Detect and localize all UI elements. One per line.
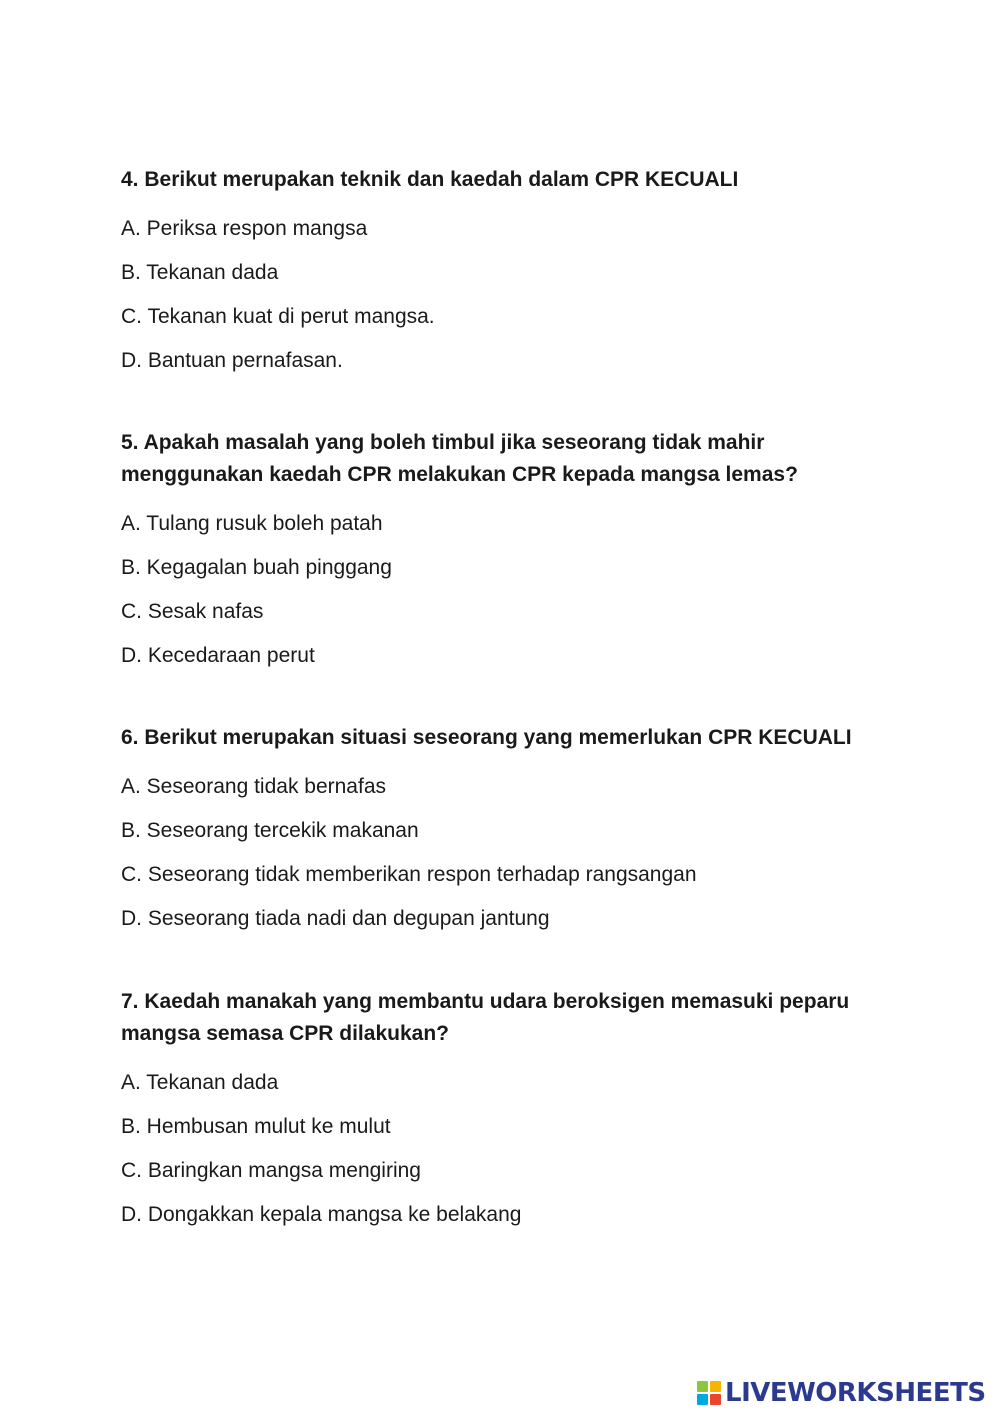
- question-text: 4. Berikut merupakan teknik dan kaedah dalam CPR KECUALI: [121, 168, 739, 191]
- logo-tile: [710, 1381, 721, 1392]
- brand-name: LIVEWORKSHEETS: [725, 1378, 986, 1408]
- question-text: 6. Berikut merupakan situasi seseorang yang memerlukan CPR KECUALI: [121, 726, 852, 749]
- option-list: [121, 765, 881, 941]
- liveworksheets-logo-icon: [697, 1381, 721, 1405]
- option-list: [121, 207, 881, 383]
- question-6: [121, 722, 881, 941]
- option-b: B. Tekanan dada: [121, 261, 279, 284]
- logo-tile: [697, 1381, 708, 1392]
- option-a: A. Seseorang tidak bernafas: [121, 775, 387, 798]
- option-c: C. Baringkan mangsa mengiring: [121, 1159, 421, 1182]
- question-text: 5. Apakah masalah yang boleh timbul jika seseorang tidak mahir menggunakan kaedah CPR melakukan CPR kepada mangsa lemas?: [121, 431, 798, 486]
- option-d: D. Seseorang tiada nadi dan degupan jantung: [121, 907, 550, 930]
- question-4: [121, 164, 881, 383]
- option-d: D. Kecedaraan perut: [121, 644, 315, 667]
- option-list: [121, 1061, 881, 1237]
- option-d: D. Bantuan pernafasan.: [121, 349, 343, 372]
- option-c: C. Sesak nafas: [121, 600, 264, 623]
- option-b: B. Kegagalan buah pinggang: [121, 556, 392, 579]
- liveworksheets-brand: [697, 1377, 986, 1409]
- option-c: C. Seseorang tidak memberikan respon terhadap rangsangan: [121, 863, 697, 886]
- question-5: [121, 427, 881, 678]
- logo-tile: [710, 1394, 721, 1405]
- question-text: 7. Kaedah manakah yang membantu udara beroksigen memasuki peparu mangsa semasa CPR dilakukan?: [121, 990, 850, 1045]
- option-list: [121, 502, 881, 678]
- option-a: A. Tekanan dada: [121, 1071, 279, 1094]
- option-d: D. Dongakkan kepala mangsa ke belakang: [121, 1203, 522, 1226]
- option-c: C. Tekanan kuat di perut mangsa.: [121, 305, 435, 328]
- option-b: B. Seseorang tercekik makanan: [121, 819, 419, 842]
- logo-tile: [697, 1394, 708, 1405]
- option-a: A. Tulang rusuk boleh patah: [121, 512, 383, 535]
- question-7: [121, 986, 881, 1237]
- option-b: B. Hembusan mulut ke mulut: [121, 1115, 391, 1138]
- option-a: A. Periksa respon mangsa: [121, 217, 368, 240]
